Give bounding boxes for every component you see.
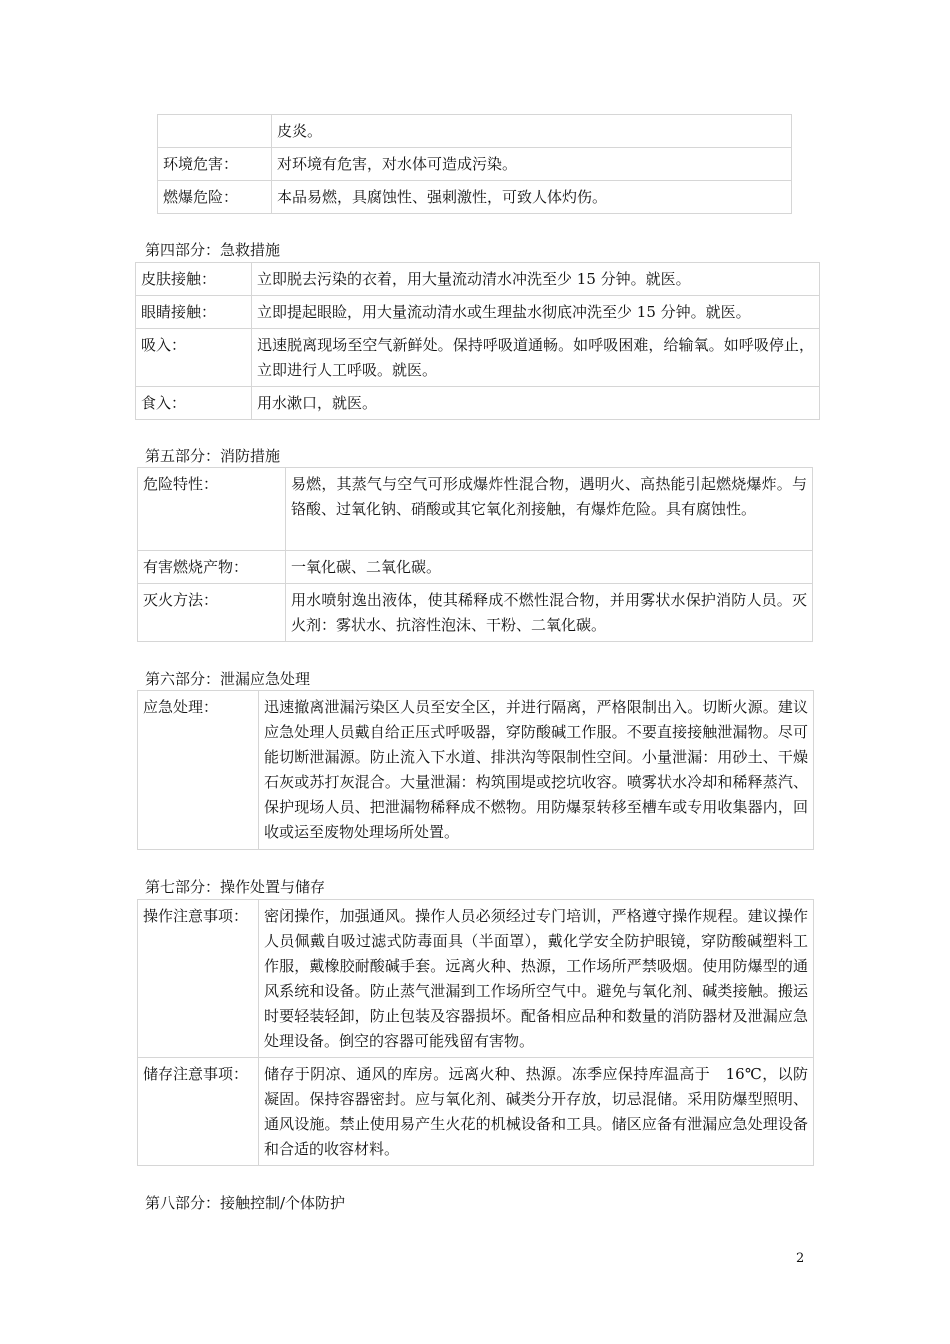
- row-label: 应急处理：: [138, 691, 259, 850]
- table-row: [158, 181, 792, 214]
- table-row: [136, 387, 820, 420]
- row-text: 迅速脱离现场至空气新鲜处。保持呼吸道通畅。如呼吸困难，给输氧。如呼吸停止，立即进行人工呼吸。就医。: [252, 329, 820, 387]
- row-text: 皮炎。: [272, 115, 792, 148]
- row-label: 眼睛接触：: [136, 296, 252, 329]
- table-row: [138, 551, 813, 584]
- row-text: 储存于阴凉、通风的库房。远离火种、热源。冻季应保持库温高于 16℃，以防凝固。保持容器密封。应与氧化剂、碱类分开存放，切忌混储。采用防爆型照明、通风设施。禁止使用易产生火花的机械设备和工具。储区应备有泄漏应急处理设备和合适的收容材料。: [259, 1058, 814, 1166]
- table-row: [136, 296, 820, 329]
- row-text: 易燃，其蒸气与空气可形成爆炸性混合物，遇明火、高热能引起燃烧爆炸。与铬酸、过氧化钠、硝酸或其它氧化剂接触，有爆炸危险。具有腐蚀性。: [286, 468, 813, 551]
- row-label: 有害燃烧产物：: [138, 551, 286, 584]
- row-label: 吸入：: [136, 329, 252, 387]
- table-row: [158, 115, 792, 148]
- table-row: [138, 900, 814, 1058]
- table-row: [138, 1058, 814, 1166]
- handling-storage-table: [137, 899, 814, 1166]
- table-row: [138, 691, 814, 850]
- row-text: 用水漱口，就医。: [252, 387, 820, 420]
- table-row: [136, 329, 820, 387]
- row-text: 用水喷射逸出液体，使其稀释成不燃性混合物，并用雾状水保护消防人员。灭火剂：雾状水、抗溶性泡沫、干粉、二氧化碳。: [286, 584, 813, 642]
- table-row: [138, 468, 813, 551]
- row-label: 环境危害：: [158, 148, 272, 181]
- section-heading: 第五部分：消防措施: [145, 447, 281, 465]
- row-text: 一氧化碳、二氧化碳。: [286, 551, 813, 584]
- first-aid-table: [135, 262, 820, 420]
- row-label: 危险特性：: [138, 468, 286, 551]
- row-text: 对环境有危害，对水体可造成污染。: [272, 148, 792, 181]
- row-text: 本品易燃，具腐蚀性、强刺激性，可致人体灼伤。: [272, 181, 792, 214]
- table-row: [158, 148, 792, 181]
- firefighting-table: [137, 467, 813, 642]
- row-text: 密闭操作，加强通风。操作人员必须经过专门培训，严格遵守操作规程。建议操作人员佩戴自吸过滤式防毒面具（半面罩），戴化学安全防护眼镜，穿防酸碱塑料工作服，戴橡胶耐酸碱手套。远离火种、热源，工作场所严禁吸烟。使用防爆型的通风系统和设备。防止蒸气泄漏到工作场所空气中。避免与氧化剂、碱类接触。搬运时要轻装轻卸，防止包装及容器损坏。配备相应品种和数量的消防器材及泄漏应急处理设备。倒空的容器可能残留有害物。: [259, 900, 814, 1058]
- row-label: 灭火方法：: [138, 584, 286, 642]
- row-label: 食入：: [136, 387, 252, 420]
- section-heading: 第六部分：泄漏应急处理: [145, 670, 311, 688]
- table-row: [138, 584, 813, 642]
- row-label: 储存注意事项：: [138, 1058, 259, 1166]
- table-row: [136, 263, 820, 296]
- section-heading: 第七部分：操作处置与储存: [145, 878, 326, 896]
- row-text: 立即提起眼睑，用大量流动清水或生理盐水彻底冲洗至少 15 分钟。就医。: [252, 296, 820, 329]
- row-label: 燃爆危险：: [158, 181, 272, 214]
- row-text: 迅速撤离泄漏污染区人员至安全区，并进行隔离，严格限制出入。切断火源。建议应急处理人员戴自给正压式呼吸器，穿防酸碱工作服。不要直接接触泄漏物。尽可能切断泄漏源。防止流入下水道、排洪沟等限制性空间。小量泄漏：用砂土、干燥石灰或苏打灰混合。大量泄漏：构筑围堤或挖坑收容。喷雾状水冷却和稀释蒸汽、保护现场人员、把泄漏物稀释成不燃物。用防爆泵转移至槽车或专用收集器内，回收或运至废物处理场所处置。: [259, 691, 814, 850]
- hazard-table: [157, 114, 792, 214]
- row-label: [158, 115, 272, 148]
- row-text: 立即脱去污染的衣着，用大量流动清水冲洗至少 15 分钟。就医。: [252, 263, 820, 296]
- page-number: 2: [796, 1251, 805, 1266]
- row-label: 操作注意事项：: [138, 900, 259, 1058]
- spill-response-table: [137, 690, 814, 850]
- section-heading: 第四部分：急救措施: [145, 241, 281, 259]
- section-heading: 第八部分：接触控制/个体防护: [145, 1194, 346, 1212]
- row-label: 皮肤接触：: [136, 263, 252, 296]
